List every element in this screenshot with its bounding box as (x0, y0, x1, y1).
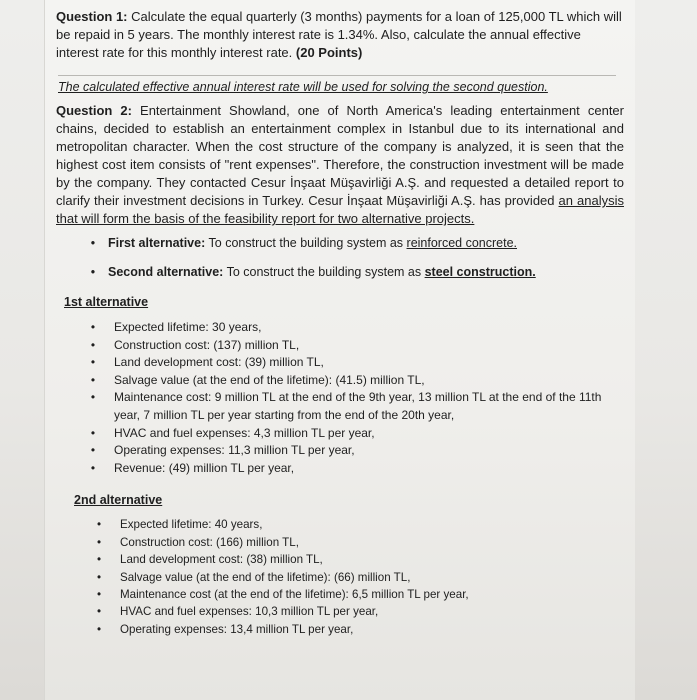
alternative-text: To construct the building system as (223, 265, 425, 279)
question-2-underlined-text: an analysis that will form the basis of the feasibility report for two alternative projects. (56, 193, 624, 226)
list-item-text: Construction cost: (137) million TL, (114, 337, 300, 352)
bullet: • (90, 460, 96, 475)
bullet: • (90, 320, 96, 334)
list-item (56, 460, 624, 478)
list-item-text: Maintenance cost (at the end of the lifetime): 6,5 million TL per year, (120, 587, 469, 601)
bullet: • (96, 587, 102, 601)
list-item-text: Operating expenses: 13,4 million TL per year, (120, 622, 354, 636)
bullet: • (90, 425, 96, 440)
question-2-label: Question 2: (56, 103, 132, 118)
list-item-text: Maintenance cost: 9 million TL at the end of the 9th year, 13 million TL at the end of the 11th year, 7 million TL per year starting from the end of the 20th year, (114, 390, 602, 422)
list-item (56, 354, 624, 372)
list-item-text: HVAC and fuel expenses: 10,3 million TL per year, (120, 605, 379, 619)
list-item-text: Salvage value (at the end of the lifetime): (41.5) million TL, (114, 372, 425, 387)
document-content (56, 8, 624, 638)
list-item-text: Land development cost: (38) million TL, (120, 553, 323, 567)
question-1-text: Calculate the equal quarterly (3 months) payments for a loan of 125,000 TL which will be repaid in 5 years. The monthly interest rate is 1.34%. Also, calculate the annual effective interest rate for this monthly interest rate. (56, 9, 622, 60)
list-item-text: Construction cost: (166) million TL, (120, 535, 299, 549)
list-item-text: HVAC and fuel expenses: 4,3 million TL per year, (114, 425, 375, 440)
list-item (56, 569, 624, 586)
first-alternative-list (56, 319, 624, 477)
bullet: • (96, 570, 102, 584)
bullet: • (90, 390, 96, 405)
bullet: • (90, 236, 96, 250)
bullet: • (96, 553, 102, 567)
bullet: • (90, 355, 96, 370)
bullet: • (96, 605, 102, 619)
alternatives-list (56, 234, 624, 281)
bullet: • (96, 622, 102, 636)
list-item (56, 534, 624, 551)
list-item-text: Land development cost: (39) million TL, (114, 355, 324, 370)
list-item (56, 621, 624, 638)
alternative-label: First alternative: (108, 236, 206, 250)
list-item (56, 319, 624, 337)
first-alternative-title: 1st alternative (64, 295, 149, 309)
question-1-label: Question 1: (56, 9, 128, 24)
divider-line (58, 75, 616, 76)
list-item (56, 389, 624, 424)
list-item-text: Operating expenses: 11,3 million TL per year, (114, 443, 355, 458)
bullet: • (90, 337, 96, 352)
list-item (56, 551, 624, 568)
list-item-text: Expected lifetime: 40 years, (120, 518, 263, 532)
list-item (56, 586, 624, 603)
question-2 (56, 102, 624, 228)
question-2-text: Entertainment Showland, one of North America's leading entertainment center chains, decided to establish an entertainment complex in Istanbul due to its international and metropolitan character. When the cost structure of the company is analyzed, it is seen that the highest cost item consists of "rent expenses". Therefore, the construction investment will be made by the company. They contacted Cesur İnşaat Müşavirliği A.Ş. and requested a detailed report to clarify their investment decisions in Turkey. Cesur İnşaat Müşavirliği A.Ş. has provided (56, 103, 624, 208)
alternative-item-first (56, 234, 624, 252)
question-1 (56, 8, 624, 62)
list-item-text: Expected lifetime: 30 years, (114, 320, 262, 334)
bullet: • (96, 535, 102, 549)
list-item (56, 442, 624, 460)
second-alternative-title: 2nd alternative (74, 493, 163, 508)
alternative-emphasis: steel construction. (424, 265, 536, 279)
list-item (56, 337, 624, 355)
alternative-emphasis: reinforced concrete. (406, 236, 518, 250)
list-item (56, 372, 624, 390)
list-item (56, 516, 624, 533)
list-item (56, 603, 624, 620)
bullet: • (90, 265, 96, 279)
question-1-points: (20 Points) (295, 45, 363, 60)
alternative-text: To construct the building system as (205, 236, 407, 250)
bullet: • (90, 372, 96, 387)
list-item-text: Revenue: (49) million TL per year, (114, 460, 295, 475)
list-item-text: Salvage value (at the end of the lifetime): (66) million TL, (120, 570, 411, 584)
alternative-label: Second alternative: (108, 265, 224, 279)
list-item (56, 425, 624, 443)
note-line: The calculated effective annual interest rate will be used for solving the second question. (58, 80, 548, 94)
bullet: • (90, 443, 96, 458)
second-alternative-list (56, 516, 624, 638)
bullet: • (96, 518, 102, 532)
alternative-item-second (56, 263, 624, 281)
